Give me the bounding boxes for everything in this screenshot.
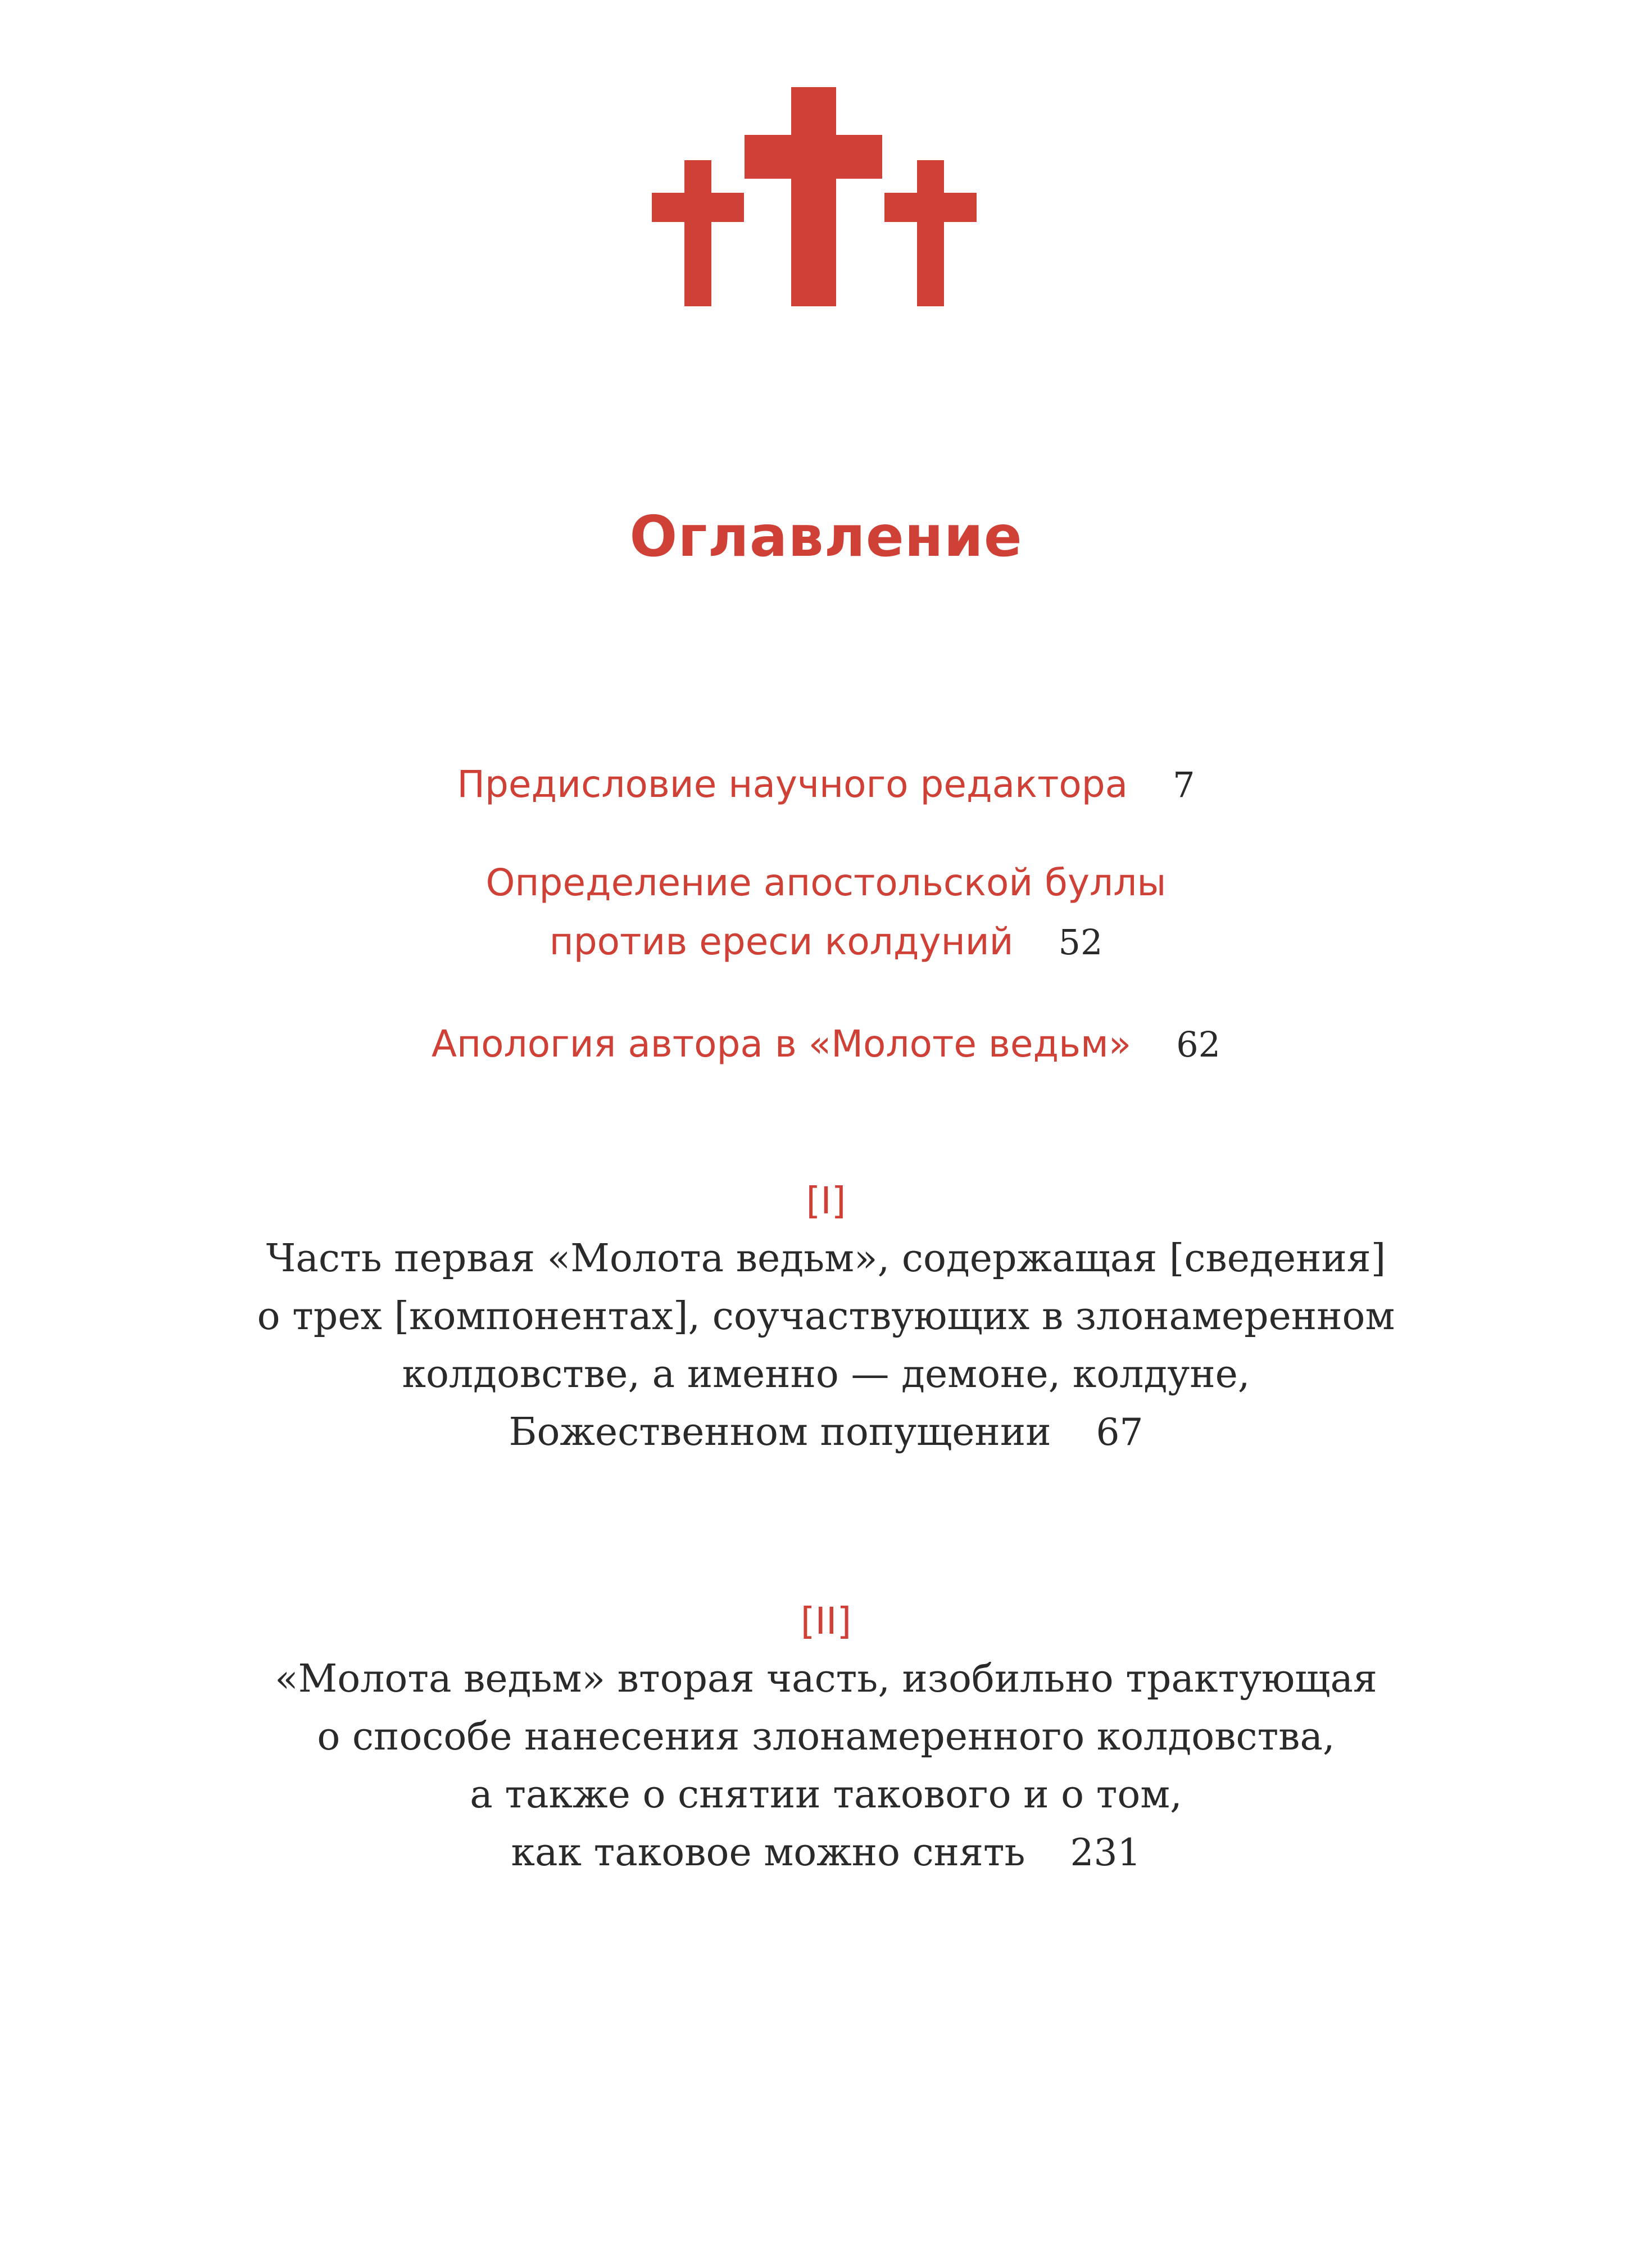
- toc-page-number: 231: [1070, 1831, 1141, 1874]
- part-label-2: [II]: [800, 1599, 852, 1643]
- toc-entry-line: [0, 1014, 1652, 1074]
- toc-page-number: 67: [1096, 1411, 1143, 1454]
- toc-entry-line: Часть первая «Молота ведьм», содержащая [сведения]: [266, 1236, 1386, 1281]
- toc-entry-part-2[interactable]: [0, 1650, 1652, 1882]
- toc-entry-preface[interactable]: [0, 755, 1652, 814]
- toc-entry-line: о трех [компонентах], соучаствующих в злонамеренном: [257, 1294, 1395, 1339]
- toc-entry-title: против ереси колдуний: [549, 920, 1014, 963]
- toc-entry-apology[interactable]: [0, 1014, 1652, 1074]
- toc-entry-line: [0, 853, 1652, 912]
- toc-entry-line: [0, 1403, 1652, 1461]
- toc-entry-title: как таковое можно снять: [511, 1830, 1025, 1875]
- toc-entry-line: [0, 912, 1652, 972]
- toc-entry-line: а также о снятии такового и о том,: [470, 1773, 1182, 1817]
- toc-page-number: 62: [1176, 1024, 1221, 1065]
- toc-entry-bull[interactable]: [0, 853, 1652, 972]
- toc-entry-line: о способе нанесения злонамеренного колдовства,: [317, 1715, 1335, 1759]
- toc-entry-line: [0, 755, 1652, 814]
- toc-entry-line: колдовстве, а именно — демоне, колдуне,: [402, 1352, 1250, 1397]
- page-title: Оглавление: [629, 504, 1023, 569]
- toc-entry-title: Предисловие научного редактора: [457, 763, 1128, 806]
- toc-entry-line: [0, 1824, 1652, 1882]
- part-label-1: [I]: [806, 1179, 846, 1222]
- toc-page-number: 52: [1058, 922, 1103, 963]
- three-crosses-icon: [652, 87, 978, 312]
- toc-entry-title: Определение апостольской буллы: [485, 861, 1167, 904]
- toc-page-number: 7: [1173, 764, 1195, 805]
- toc-entry-title: Апология автора в «Молоте ведьм»: [431, 1022, 1132, 1066]
- toc-entry-title: Божественном попущении: [509, 1410, 1051, 1454]
- toc-entry-part-1[interactable]: [0, 1230, 1652, 1461]
- toc-entry-line: «Молота ведьм» вторая часть, изобильно трактующая: [275, 1657, 1377, 1701]
